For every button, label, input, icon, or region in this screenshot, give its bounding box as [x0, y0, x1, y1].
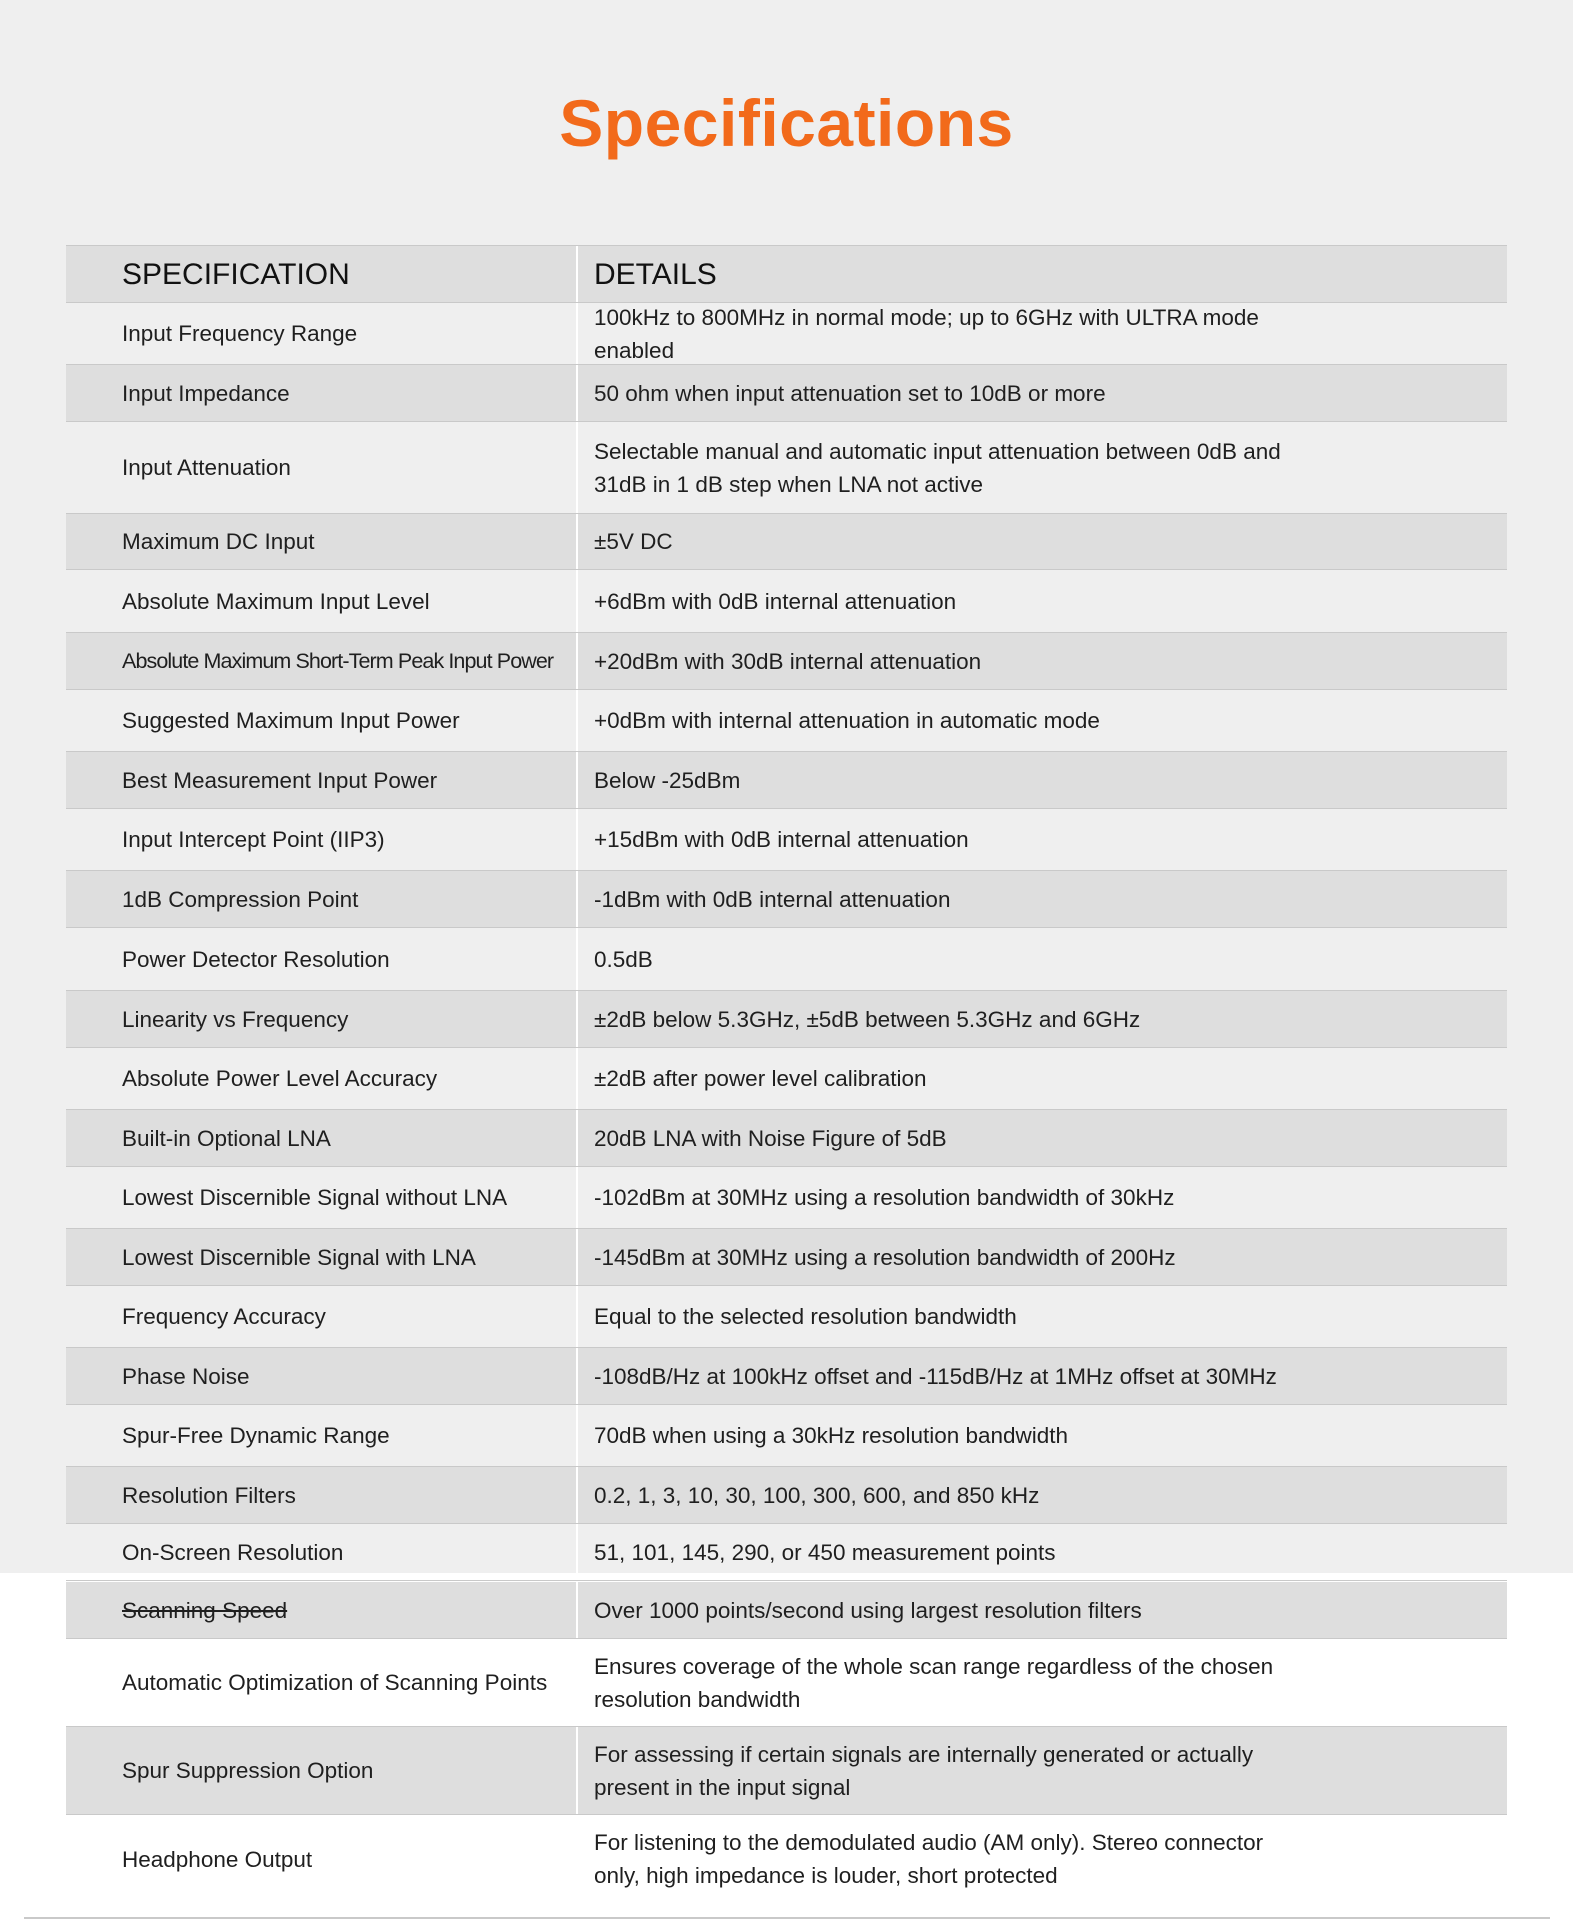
table-row	[66, 1727, 1507, 1815]
table-row	[66, 690, 1507, 752]
table-row	[66, 1110, 1507, 1167]
spec-details: ±5V DC	[578, 514, 1507, 569]
table-row	[66, 1582, 1507, 1639]
spec-details: 0.2, 1, 3, 10, 30, 100, 300, 600, and 850 kHz	[578, 1467, 1507, 1523]
column-header-specification: SPECIFICATION	[66, 246, 578, 302]
spec-details: +6dBm with 0dB internal attenuation	[594, 588, 957, 614]
table-row	[66, 365, 1507, 422]
table-row	[66, 1815, 1507, 1903]
spec-name: Input Intercept Point (IIP3)	[66, 809, 578, 870]
specifications-table	[66, 245, 1507, 1903]
spec-name: Headphone Output	[66, 1815, 578, 1903]
spec-name: Power Detector Resolution	[66, 928, 578, 990]
spec-details: Over 1000 points/second using largest resolution filters	[578, 1582, 1507, 1638]
spec-details: 0.5dB	[594, 946, 653, 972]
spec-name: Suggested Maximum Input Power	[66, 690, 578, 751]
table-row	[66, 633, 1507, 690]
spec-name: Best Measurement Input Power	[66, 752, 578, 808]
table-row	[66, 514, 1507, 570]
table-row	[66, 1167, 1507, 1229]
spec-name: Absolute Maximum Short-Term Peak Input Power	[66, 633, 578, 689]
table-row	[66, 991, 1507, 1048]
table-header-row	[66, 245, 1507, 303]
table-row	[66, 809, 1507, 871]
spec-details: -108dB/Hz at 100kHz offset and -115dB/Hz at 1MHz offset at 30MHz	[578, 1348, 1507, 1404]
spec-details: Equal to the selected resolution bandwidth	[594, 1304, 1017, 1329]
spec-details: ±2dB below 5.3GHz, ±5dB between 5.3GHz and 6GHz	[578, 991, 1507, 1047]
spec-details: -102dBm at 30MHz using a resolution bandwidth of 30kHz	[594, 1185, 1175, 1210]
spec-name: Built-in Optional LNA	[66, 1110, 578, 1166]
spec-details: -145dBm at 30MHz using a resolution bandwidth of 200Hz	[578, 1229, 1507, 1285]
table-row	[66, 1639, 1507, 1727]
spec-name: Absolute Maximum Input Level	[66, 570, 578, 632]
spec-details: For assessing if certain signals are internally generated or actually present in the input signal	[578, 1727, 1507, 1814]
table-row	[66, 1048, 1507, 1110]
table-row	[66, 1524, 1507, 1581]
spec-name: Automatic Optimization of Scanning Points	[66, 1639, 578, 1726]
column-header-details: DETAILS	[578, 246, 1507, 302]
spec-details: +15dBm with 0dB internal attenuation	[594, 827, 969, 852]
table-row	[66, 422, 1507, 514]
spec-name: Input Frequency Range	[66, 303, 578, 364]
table-row	[66, 1467, 1507, 1524]
spec-name: Lowest Discernible Signal with LNA	[66, 1229, 578, 1285]
spec-details: ±2dB after power level calibration	[594, 1066, 927, 1091]
spec-name: Resolution Filters	[66, 1467, 578, 1523]
spec-details: +20dBm with 30dB internal attenuation	[578, 633, 1507, 689]
table-row	[66, 1286, 1507, 1348]
spec-details: 20dB LNA with Noise Figure of 5dB	[578, 1110, 1507, 1166]
spec-details: Below -25dBm	[578, 752, 1507, 808]
spec-details: For listening to the demodulated audio (AM only). Stereo connector only, high impedance is louder, short protected	[594, 1830, 1264, 1888]
spec-name: 1dB Compression Point	[66, 871, 578, 927]
table-row	[66, 871, 1507, 928]
spec-name: Input Attenuation	[66, 422, 578, 513]
spec-details: +0dBm with internal attenuation in automatic mode	[594, 708, 1100, 733]
spec-details: 50 ohm when input attenuation set to 10dB or more	[578, 365, 1507, 421]
table-row	[66, 570, 1507, 633]
spec-name: Linearity vs Frequency	[66, 991, 578, 1047]
spec-name: Scanning Speed	[66, 1582, 578, 1638]
spec-details: Ensures coverage of the whole scan range regardless of the chosen resolution bandwidth	[594, 1653, 1274, 1712]
spec-details: Selectable manual and automatic input attenuation between 0dB and 31dB in 1 dB step when LNA not active	[594, 438, 1281, 497]
table-row	[66, 303, 1507, 365]
spec-name: Phase Noise	[66, 1348, 578, 1404]
spec-name: Lowest Discernible Signal without LNA	[66, 1167, 578, 1228]
spec-details: -1dBm with 0dB internal attenuation	[578, 871, 1507, 927]
spec-details: 100kHz to 800MHz in normal mode; up to 6GHz with ULTRA mode enabled	[594, 304, 1259, 363]
table-row	[66, 752, 1507, 809]
spec-name: Spur-Free Dynamic Range	[66, 1405, 578, 1466]
table-row	[66, 928, 1507, 991]
table-row	[66, 1229, 1507, 1286]
page-title: Specifications	[559, 86, 1014, 160]
spec-name: Spur Suppression Option	[66, 1727, 578, 1814]
spec-name: Absolute Power Level Accuracy	[66, 1048, 578, 1109]
spec-name: Maximum DC Input	[66, 514, 578, 569]
spec-details: 70dB when using a 30kHz resolution bandwidth	[594, 1423, 1069, 1448]
table-row	[66, 1405, 1507, 1467]
spec-details: 51, 101, 145, 290, or 450 measurement points	[594, 1539, 1056, 1565]
spec-name: Input Impedance	[66, 365, 578, 421]
spec-name: Frequency Accuracy	[66, 1286, 578, 1347]
table-row	[66, 1348, 1507, 1405]
spec-name: On-Screen Resolution	[66, 1524, 578, 1580]
